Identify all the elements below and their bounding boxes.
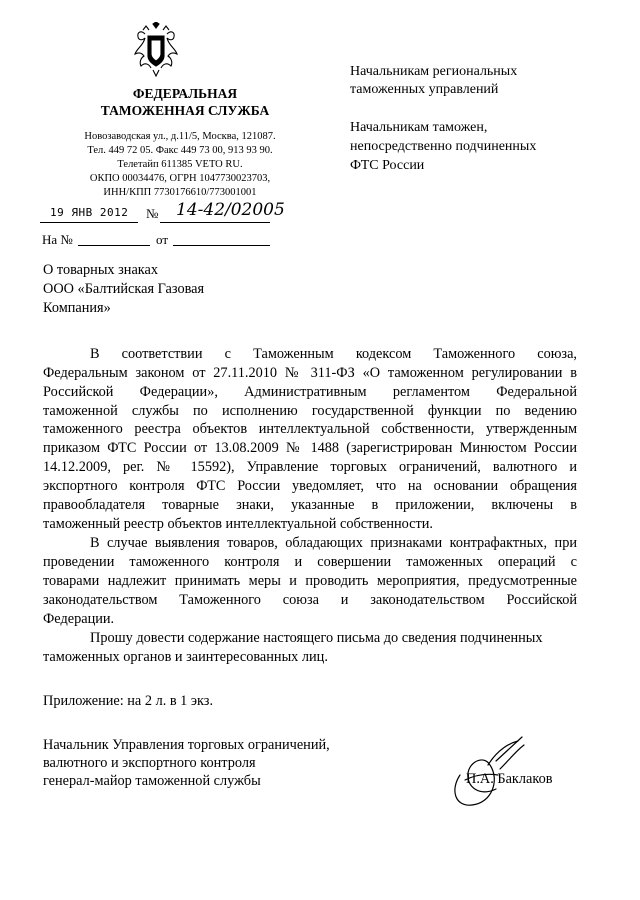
org-name-line1: ФЕДЕРАЛЬНАЯ	[132, 86, 238, 101]
subject-line3: Компания»	[43, 300, 111, 316]
incoming-number-label: На №	[42, 232, 73, 247]
body-par3-line2: таможенных органов и заинтересованных лиц.	[43, 649, 328, 665]
subject-line2: ООО «Балтийская Газовая	[43, 281, 205, 297]
number-underline	[160, 222, 270, 223]
body-par1-line3: Российской Федерации», Административным регламентом Федеральной	[43, 384, 577, 400]
teletype-line: Телетайп 611385 VETO RU.	[117, 159, 243, 170]
body-par2-line3: товарами надлежит принимать меры и проводить мероприятия, предусмотренные	[43, 573, 577, 589]
body-par3-line1: Прошу довести содержание настоящего письма до сведения подчиненных	[90, 630, 543, 646]
registration-number-label: №	[146, 206, 159, 221]
incoming-number-line	[78, 245, 150, 246]
state-emblem-icon	[133, 22, 179, 78]
body-par1-line7: 14.12.2009, рег. № 15592), Управление торговых ограничений, валютного и	[43, 459, 577, 475]
registration-date: 19 ЯНВ 2012	[50, 206, 129, 219]
recipient1-line1: Начальникам региональных	[350, 64, 518, 79]
inn-kpp-line: ИНН/КПП 7730176610/773001001	[103, 187, 257, 198]
body-par1-line8: экспортного контроля ФТС России уведомляет, что на основании обращения	[43, 478, 577, 494]
subject-line1: О товарных знаках	[43, 262, 159, 278]
signer-title-line2: валютного и экспортного контроля	[43, 755, 256, 771]
signer-title-line3: генерал-майор таможенной службы	[43, 773, 261, 789]
signer-title-line1: Начальник Управления торговых ограничений,	[43, 737, 330, 753]
body-par2-line1: В случае выявления товаров, обладающих признаками контрафактных, при	[90, 535, 577, 551]
body-par2-line5: Федерации.	[43, 611, 115, 627]
okpo-ogrn-line: ОКПО 00034476, ОГРН 1047730023703,	[89, 173, 271, 184]
signer-name: П.А. Баклаков	[466, 771, 553, 787]
body-par1-line4: таможенной службы по исполнению государственной функции по ведению	[43, 403, 577, 419]
body-par2-line4: законодательством Таможенного союза и законодательством Российской	[43, 592, 577, 608]
address-line: Новозаводская ул., д.11/5, Москва, 121087.	[84, 131, 276, 142]
date-underline	[40, 222, 138, 223]
body-par1-line9: правообладателя товарные знаки, указанные в приложении, включены в	[43, 497, 577, 513]
incoming-date-line	[173, 245, 270, 246]
body-par1-line5: таможенного реестра объектов интеллектуальной собственности, утвержденным	[43, 421, 577, 437]
recipient2-line1: Начальникам таможен,	[350, 120, 488, 135]
body-par1-line6: приказом ФТС России от 13.08.2009 № 1488 (зарегистрирован Минюстом России	[43, 440, 577, 456]
body-par1-line10: таможенный реестр объектов интеллектуальной собственности.	[43, 516, 433, 532]
org-name-line2: ТАМОЖЕННАЯ СЛУЖБА	[100, 103, 270, 118]
recipient2-line3: ФТС России	[350, 158, 425, 173]
recipient1-line2: таможенных управлений	[350, 82, 499, 97]
recipient2-line2: непосредственно подчиненных	[350, 139, 537, 154]
phone-fax-line: Тел. 449 72 05. Факс 449 73 00, 913 93 90.	[87, 145, 273, 156]
body-par1-line1: В соответствии с Таможенным кодексом Таможенного союза,	[90, 346, 577, 362]
attachment-note: Приложение: на 2 л. в 1 экз.	[43, 693, 214, 709]
registration-number: 14-42/02005	[176, 200, 285, 220]
body-par2-line2: проведении таможенного контроля и совершении таможенных операций с	[43, 554, 577, 570]
incoming-date-label: от	[156, 232, 169, 247]
body-par1-line2: Федеральным законом от 27.11.2010 № 311-ФЗ «О таможенном регулировании в	[43, 365, 577, 381]
